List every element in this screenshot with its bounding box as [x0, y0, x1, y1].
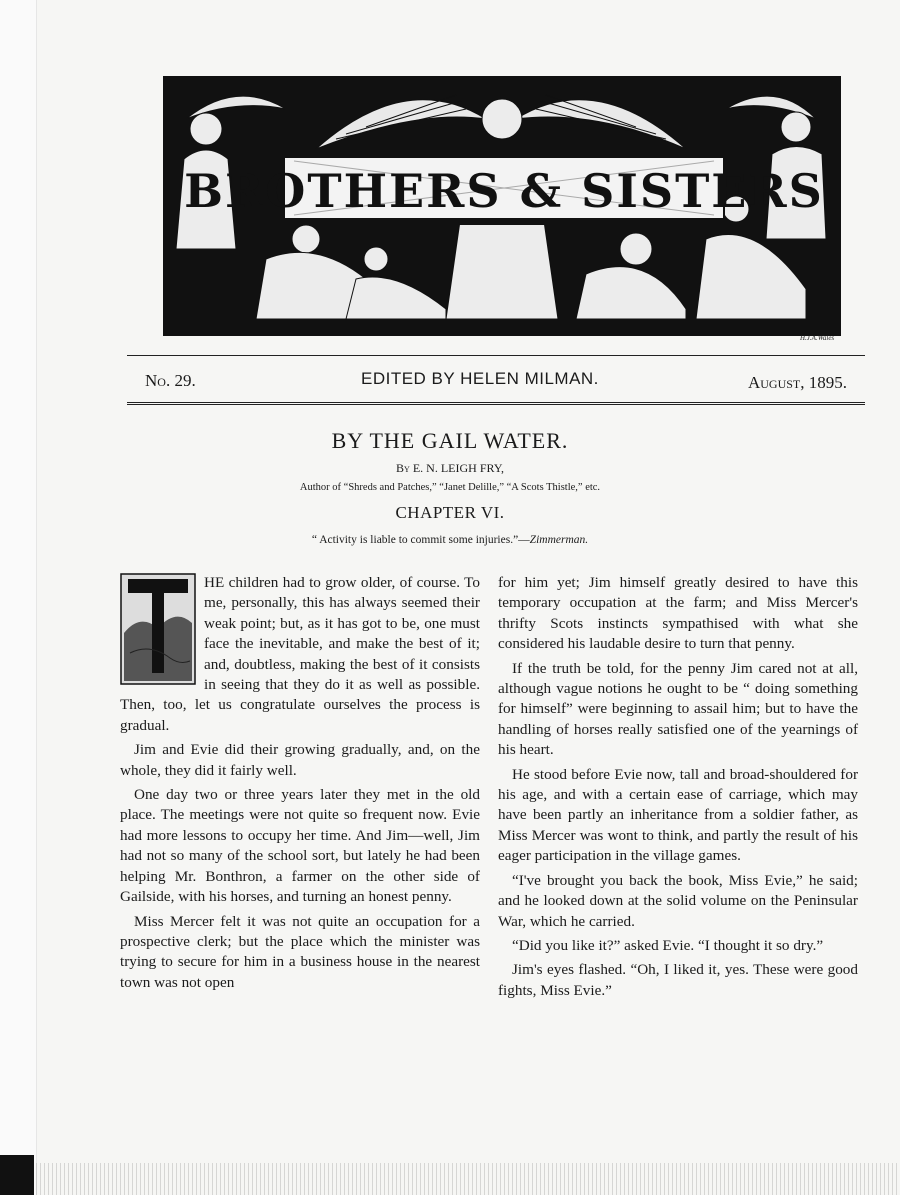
paragraph: “Did you like it?” asked Evie. “I thought it so dry.”	[512, 936, 824, 954]
epigraph-source: Zimmerman.	[529, 534, 589, 546]
issue-bar	[145, 369, 847, 395]
paragraph: Miss Mercer felt it was not quite an occupation for a prospective clerk; but the place which the minister was trying to secure for him in a business house in the nearest town was not open	[120, 912, 480, 991]
paragraph: If the truth be told, for the penny Jim cared not at all, although vague notions he ought to be “ doing something for himself” were beginning to assail him; but to have the handling of horses really satisfied one of the yearnings of his heart.	[498, 659, 858, 759]
masthead-title: BROTHERS & SISTERS	[184, 164, 824, 218]
paragraph: He stood before Evie now, tall and broad-shouldered for his age, and with a certain ease of carriage, which may have been partly an inheritance from a soldier father, as Miss Mercer was wont to think, and partly the result of his eager participation in the village games.	[498, 765, 858, 865]
byline	[0, 461, 900, 476]
epigraph-quote: “ Activity is liable to commit some injuries.”—	[311, 534, 530, 546]
drop-cap-t-illustration	[120, 573, 196, 685]
paragraph: Jim and Evie did their growing gradually, and, on the whole, they did it fairly well.	[120, 741, 480, 779]
paragraph: “I've brought you back the book, Miss Evie,” he said; and he looked down at the solid volume on the Peninsular War, which he carried.	[498, 871, 858, 930]
author-name: E. N. LEIGH FRY,	[412, 461, 504, 475]
paragraph: One day two or three years later they met in the old place. The meetings were not quite so frequent now. Evie had more lessons to occupy her time. And Jim—well, Jim had not so many of the school sort, but lately he had been helping Mr. Bonthron, a farmer on the other side of Gailside, with his horses, and turning an honest penny.	[120, 786, 480, 906]
story-title: BY THE GAIL WATER.	[331, 428, 569, 453]
opening-paragraph-text: HE children had to grow older, of course. To me, personally, this has always seemed their weak point; but, as it has got to be, one must face the inevitable, and make the best of it; and, doubtless, making the best of it consists in seeing that they do it as well as possible. Then, too, let us congratulate ourselves the process is gradual.	[120, 574, 480, 734]
issue-number: No. 29.	[145, 371, 196, 390]
scan-corner-mark	[0, 1155, 34, 1195]
byline-prefix: By	[396, 461, 410, 475]
masthead-illustration	[163, 76, 841, 336]
editor-credit: EDITED BY HELEN MILMAN.	[361, 369, 599, 388]
rule-bottom	[127, 402, 865, 405]
scan-noise-bottom	[0, 1163, 900, 1195]
chapter-heading: CHAPTER VI.	[395, 503, 505, 522]
page-left-edge	[0, 0, 37, 1195]
author-note: Author of “Shreds and Patches,” “Janet Delille,” “A Scots Thistle,” etc.	[299, 482, 601, 493]
rule-top	[127, 355, 865, 356]
right-column	[498, 573, 858, 1005]
continuation-paragraph: for him yet; Jim himself greatly desired to have this temporary occupation at the farm; and Miss Mercer's thrifty Scots instincts sympathised with what she considered his laudable desire to turn that penny.	[498, 574, 858, 653]
opening-paragraph	[120, 573, 480, 736]
left-column	[120, 573, 480, 997]
paragraph: Jim's eyes flashed. “Oh, I liked it, yes. These were good fights, Miss Evie.”	[498, 961, 858, 999]
illustrator-credit: H.J.A.Wales	[800, 334, 835, 342]
issue-date: August, 1895.	[747, 373, 847, 392]
epigraph	[0, 534, 900, 546]
angels-figures-illustration	[166, 79, 838, 333]
